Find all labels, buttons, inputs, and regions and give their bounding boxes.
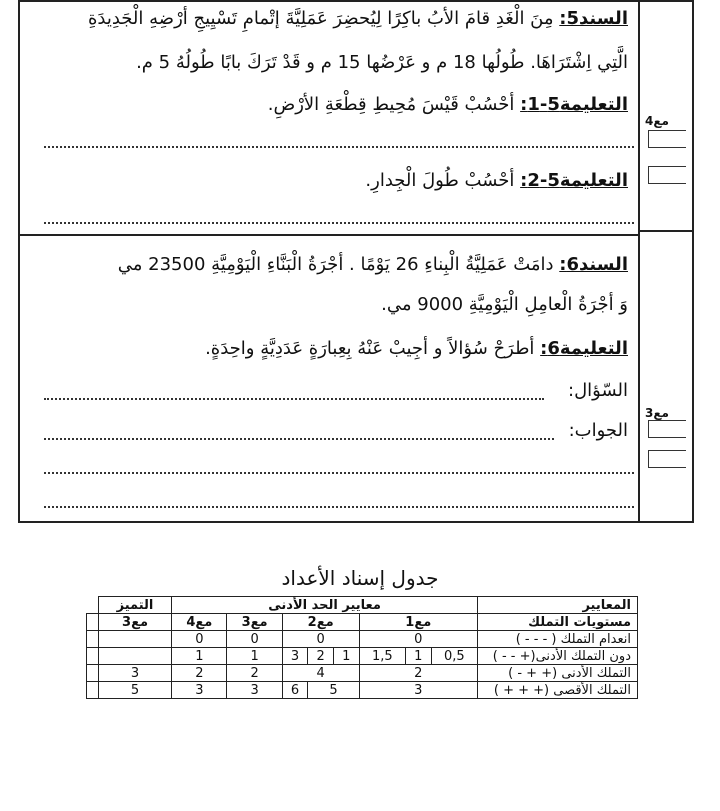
score-box[interactable] (648, 420, 686, 438)
task6 (205, 336, 628, 362)
section6-line2 (381, 292, 628, 318)
header-criteria: المعايير (478, 597, 638, 614)
score-cell: 0 (359, 631, 477, 648)
section5-label: السند5: (559, 8, 628, 29)
section5-line2 (136, 50, 628, 76)
level-cell: التملك الأقصى (+ + + ) (478, 682, 638, 699)
score-box[interactable] (648, 166, 686, 184)
level-cell: انعدام التملك ( - - - ) (478, 631, 638, 648)
score-cell (98, 648, 171, 665)
score-cell: 0 (227, 631, 282, 648)
task5-2-label: التعليمة5-2: (520, 170, 628, 191)
criterion-5: مع3 (98, 614, 171, 631)
level-cell: دون التملك الأدنى(+ - - ) (478, 648, 638, 665)
table-row (87, 682, 638, 699)
section6-text1: دامَتْ عَمَلِيَّةُ الْبِناءِ 26 يَوْمًا . أجْرَةُ الْبَنَّاءِ الْيَوْمِيَّةِ 23500 مي (117, 254, 554, 275)
score-cell: 5 (308, 682, 359, 699)
answer-line-extra[interactable] (44, 506, 634, 508)
score-cell (87, 631, 99, 648)
answer-line-extra[interactable] (44, 472, 634, 474)
score-cell: 4 (282, 665, 359, 682)
section5-text1: مِنَ الْغَدِ قامَ الأبُ باكِرًا لِيُحضِرَ عَمَلِيَّةَ إتْمامِ تَسْيِيجِ أرْضِهِ الْجَدِيدَةِ (87, 8, 554, 29)
task5-1-label: التعليمة5-1: (520, 94, 628, 115)
score-cell: 1,5 (359, 648, 405, 665)
score-cell: 3 (227, 682, 282, 699)
task5-1-text: أحْسُبْ قَيْسَ مُحِيطِ قِطْعَةِ الأرْضِ. (267, 94, 515, 115)
answer-line-5-1[interactable] (44, 146, 634, 148)
table-title: جدول إسناد الأعداد (281, 566, 439, 590)
section5-line1 (88, 6, 628, 32)
score-cell: 3 (172, 682, 227, 699)
score-cell: 2 (172, 665, 227, 682)
question-line[interactable] (44, 398, 544, 400)
section5-side-label: مع4 (645, 114, 669, 128)
question-label: السّؤال: (568, 380, 628, 401)
score-cell: 1 (227, 648, 282, 665)
header-levels: مستويات التملك (478, 614, 638, 631)
table-row (87, 631, 638, 648)
table-row (87, 665, 638, 682)
score-cell: 2 (227, 665, 282, 682)
score-cell: 3 (98, 665, 171, 682)
score-cell: 0 (172, 631, 227, 648)
task5-2-text: أحْسُبْ طُولَ الْجِدارِ. (365, 170, 515, 191)
answer-row (569, 418, 628, 444)
score-cell: 1 (333, 648, 359, 665)
section6-side-label: مع3 (645, 406, 669, 420)
score-cell (98, 631, 171, 648)
question-row (568, 378, 628, 404)
score-cell: 5 (98, 682, 171, 699)
table-row (87, 648, 638, 665)
margin-divider (638, 0, 640, 523)
level-cell: التملك الأدنى (+ + - ) (478, 665, 638, 682)
criterion-4: مع4 (172, 614, 227, 631)
margin-separator (638, 230, 694, 232)
score-cell: 3 (359, 682, 477, 699)
score-cell (87, 665, 99, 682)
section5-text2: الَّتِي اِشْتَرَاهَا. طُولُها 18 م و عَرْضُها 15 م و قَدْ تَرَكَ بابًا طُولُهُ 5 م. (136, 52, 628, 73)
score-cell: 0,5 (431, 648, 477, 665)
criterion-3: مع3 (227, 614, 282, 631)
task5-1 (268, 92, 628, 118)
score-cell: 3 (282, 648, 308, 665)
header-min: معايير الحد الأدنى (172, 597, 478, 614)
section6-label: السند6: (559, 254, 628, 275)
score-box[interactable] (648, 450, 686, 468)
score-cell: 1 (405, 648, 431, 665)
criterion-2: مع2 (282, 614, 359, 631)
score-cell: 6 (282, 682, 308, 699)
criterion-1: مع1 (359, 614, 477, 631)
answer-line[interactable] (44, 438, 554, 440)
score-cell: 1 (172, 648, 227, 665)
answer-label: الجواب: (568, 420, 628, 441)
score-cell (87, 682, 99, 699)
score-cell: 0 (282, 631, 359, 648)
score-cell: 2 (308, 648, 334, 665)
score-cell (87, 648, 99, 665)
task6-label: التعليمة6: (540, 338, 628, 359)
score-cell: 2 (359, 665, 477, 682)
section-separator (18, 234, 638, 236)
answer-line-5-2[interactable] (44, 222, 634, 224)
criterion-excellence (87, 614, 99, 631)
grading-table (86, 596, 638, 699)
header-excellence: التميز (98, 597, 171, 614)
section6-line1 (118, 252, 628, 278)
task6-text: أطرَحْ سُؤالاً و أجِيبْ عَنْهُ بِعِبارَةٍ عَدَدِيَّةٍ واحِدَةٍ. (205, 338, 535, 359)
section6-text2: وَ أجْرَةُ الْعامِلِ الْيَوْمِيَّةِ 9000 مي. (381, 294, 628, 315)
score-box[interactable] (648, 130, 686, 148)
task5-2 (365, 168, 628, 194)
